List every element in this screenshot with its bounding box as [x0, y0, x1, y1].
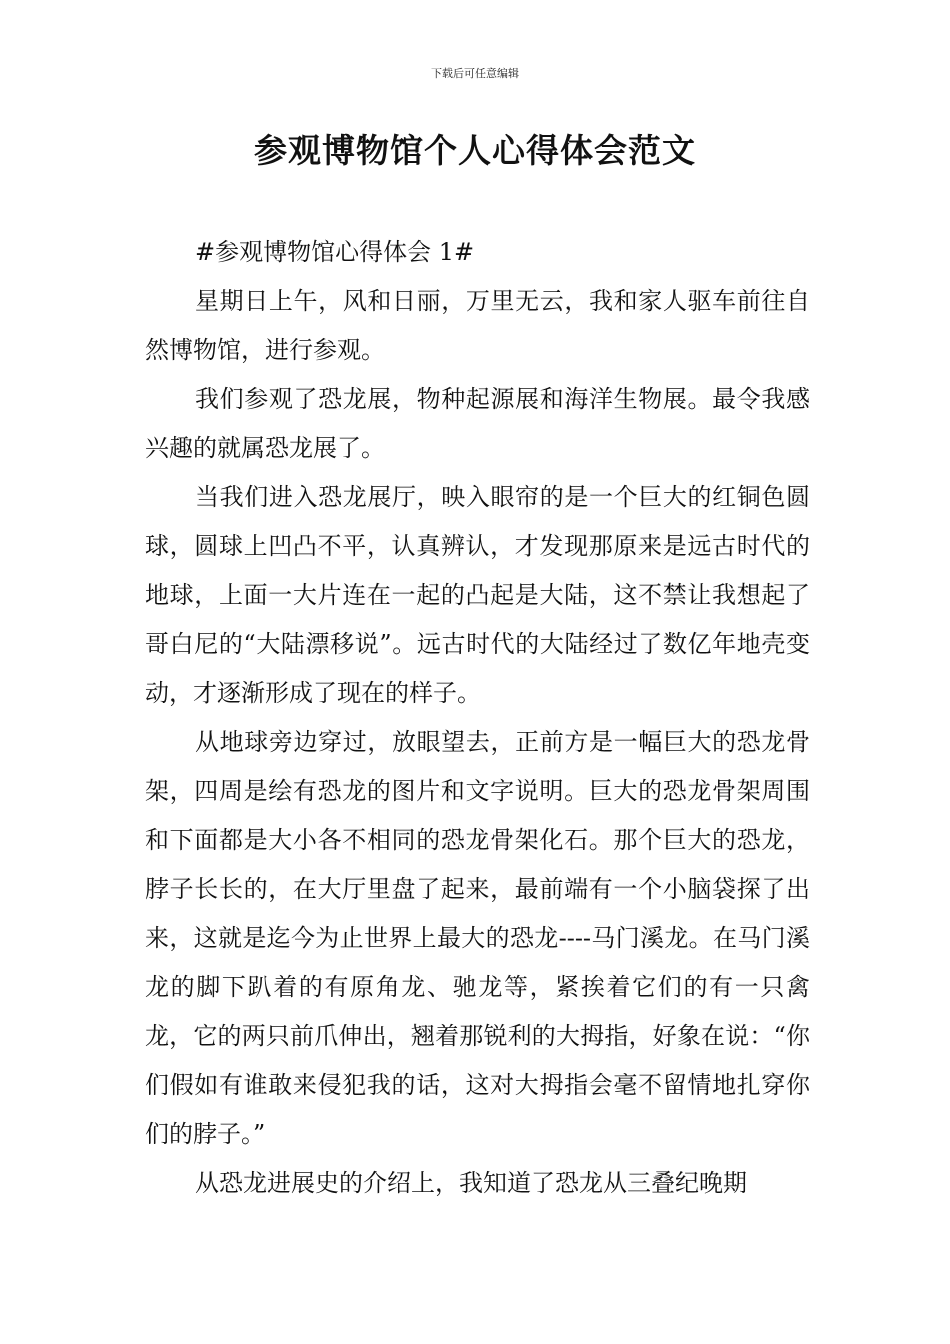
paragraph: 从地球旁边穿过，放眼望去，正前方是一幅巨大的恐龙骨架，四周是绘有恐龙的图片和文字说明。巨大的恐龙骨架周围和下面都是大小各不相同的恐龙骨架化石。那个巨大的恐龙，脖子长长的，在大厅里盘了起来，最前端有一个小脑袋探了出来，这就是迄今为止世界上最大的恐龙----马门溪龙。在马门溪龙的脚下趴着的有原角龙、驰龙等，紧挨着它们的有一只禽龙，它的两只前爪伸出，翘着那锐利的大拇指，好象在说：“你们假如有谁敢来侵犯我的话，这对大拇指会毫不留情地扎穿你们的脖子。”: [145, 728, 810, 1148]
paragraph: 星期日上午，风和日丽，万里无云，我和家人驱车前往自然博物馆，进行参观。: [145, 287, 810, 364]
section-heading: #参观博物馆心得体会 1#: [195, 238, 475, 266]
document-title: 参观博物馆个人心得体会范文: [254, 131, 696, 170]
document-body: [145, 228, 810, 1208]
paragraph: 我们参观了恐龙展，物种起源展和海洋生物展。最令我感兴趣的就属恐龙展了。: [145, 385, 810, 462]
paragraph: 从恐龙进展史的介绍上，我知道了恐龙从三叠纪晚期: [195, 1169, 747, 1197]
header-note: 下载后可任意编辑: [431, 67, 519, 80]
paragraph: 当我们进入恐龙展厅，映入眼帘的是一个巨大的红铜色圆球，圆球上凹凸不平，认真辨认，才发现那原来是远古时代的地球，上面一大片连在一起的凸起是大陆，这不禁让我想起了哥白尼的“大陆漂移说”。远古时代的大陆经过了数亿年地壳变动，才逐渐形成了现在的样子。: [145, 483, 810, 707]
